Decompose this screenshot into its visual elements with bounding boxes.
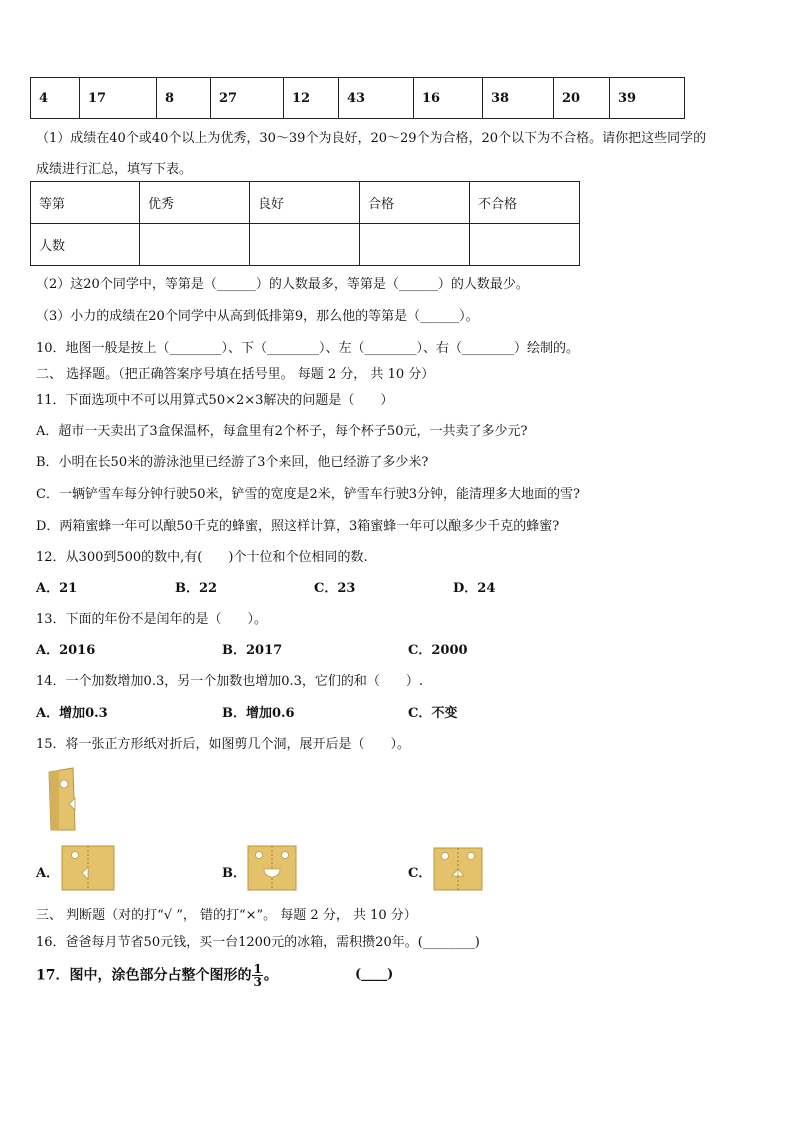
grade-header-cell: 优秀 (140, 182, 250, 224)
q17-text: 17．图中，涂色部分占整个图形的 (36, 967, 252, 984)
grade-header-cell: 不合格 (470, 182, 580, 224)
grade-answer-cell[interactable] (250, 224, 360, 266)
score-cell: 38 (483, 78, 554, 119)
score-cell: 16 (414, 78, 483, 119)
q11-option-a: A．超市一天卖出了3盒保温杯，每盒里有2个杯子，每个杯子50元，一共卖了多少元? (36, 424, 528, 439)
q9-part1-line2: 成绩进行汇总，填写下表。 (36, 162, 193, 177)
q12-option-d: D．24 (453, 581, 496, 596)
grade-answer-cell[interactable] (470, 224, 580, 266)
q11-option-c: C．一辆铲雪车每分钟行驶50米，铲雪的宽度是2米，铲雪车行驶3分钟，能清理多大地面的雪? (36, 487, 581, 502)
q16: 16．爸爸每月节省50元钱，买一台1200元的冰箱，需积攒20年。(________) (36, 935, 480, 950)
q12-option-b: B．22 (175, 581, 218, 596)
q12-stem: 12．从300到500的数中,有( )个十位和个位相同的数. (36, 550, 368, 565)
grade-answer-cell[interactable] (140, 224, 250, 266)
q13-option-c: C．2000 (408, 643, 468, 658)
grade-header-cell: 合格 (360, 182, 470, 224)
q14-stem: 14．一个加数增加0.3，另一个加数也增加0.3，它们的和（ ）. (36, 674, 424, 689)
score-cell: 39 (610, 78, 685, 119)
grade-header-cell: 良好 (250, 182, 360, 224)
grade-header-cell: 等第 (31, 182, 140, 224)
score-cell: 43 (339, 78, 414, 119)
q9-part1-line1: （1）成绩在40个或40个以上为优秀，30～39个为良好，20～29个为合格，20个以下为不合格。请你把这些同学的 (36, 131, 707, 146)
q17-answer-blank[interactable]: (____) (355, 967, 394, 982)
section-3-heading: 三、 判断题（对的打“√ ”， 错的打“×”。 每题 2 分， 共 10 分） (36, 908, 417, 923)
q17-fraction (252, 963, 262, 988)
q15-option-b-figure[interactable] (247, 845, 297, 891)
q15-option-a-label: A． (36, 866, 60, 881)
score-cell: 27 (211, 78, 284, 119)
score-cell: 20 (554, 78, 610, 119)
q13-option-a: A．2016 (36, 643, 96, 658)
q11-stem: 11．下面选项中不可以用算式50×2×3解决的问题是（ ） (36, 393, 394, 408)
q14-option-a: A．增加0.3 (36, 706, 108, 721)
q15-option-c-figure[interactable] (433, 847, 483, 891)
q12-option-c: C．23 (314, 581, 356, 596)
q14-option-b: B．增加0.6 (222, 706, 295, 721)
q13-option-b: B．2017 (222, 643, 283, 658)
q13-stem: 13．下面的年份不是闰年的是（ ）。 (36, 612, 268, 627)
score-cell: 8 (157, 78, 211, 119)
folded-paper-figure (45, 766, 79, 832)
q15-option-a-figure[interactable] (61, 845, 115, 891)
q9-part2: （2）这20个同学中，等第是（______）的人数最多，等第是（______）的人数最少。 (36, 277, 529, 292)
q10: 10．地图一般是按上（________）、下（________）、左（________）、右（________）绘制的。 (36, 341, 580, 356)
q11-option-d: D．两箱蜜蜂一年可以酿50千克的蜂蜜，照这样计算，3箱蜜蜂一年可以酿多少千克的蜂蜜? (36, 519, 560, 534)
score-cell: 17 (80, 78, 157, 119)
q12-option-a: A．21 (36, 581, 78, 596)
section-2-heading: 二、 选择题。（把正确答案序号填在括号里。 每题 2 分， 共 10 分） (36, 367, 435, 382)
grade-table (30, 181, 580, 266)
score-cell: 4 (31, 78, 80, 119)
q17-fraction-denominator: 3 (253, 975, 262, 989)
q14-option-c: C．不变 (408, 706, 458, 721)
q9-part3: （3）小力的成绩在20个同学中从高到低排第9，那么他的等第是（______）。 (36, 309, 479, 324)
score-cell: 12 (284, 78, 339, 119)
q15-option-c-label: C． (408, 866, 432, 881)
grade-answer-cell[interactable] (360, 224, 470, 266)
q17 (36, 963, 278, 988)
grade-row-label: 人数 (31, 224, 140, 266)
q15-stem: 15．将一张正方形纸对折后，如图剪几个洞，展开后是（ ）。 (36, 737, 411, 752)
score-table (30, 77, 685, 119)
q17-fraction-numerator: 1 (253, 962, 262, 976)
q17-suffix: 。 (263, 967, 278, 984)
q11-option-b: B．小明在长50米的游泳池里已经游了3个来回，他已经游了多少米? (36, 455, 429, 470)
q15-option-b-label: B． (222, 866, 246, 881)
